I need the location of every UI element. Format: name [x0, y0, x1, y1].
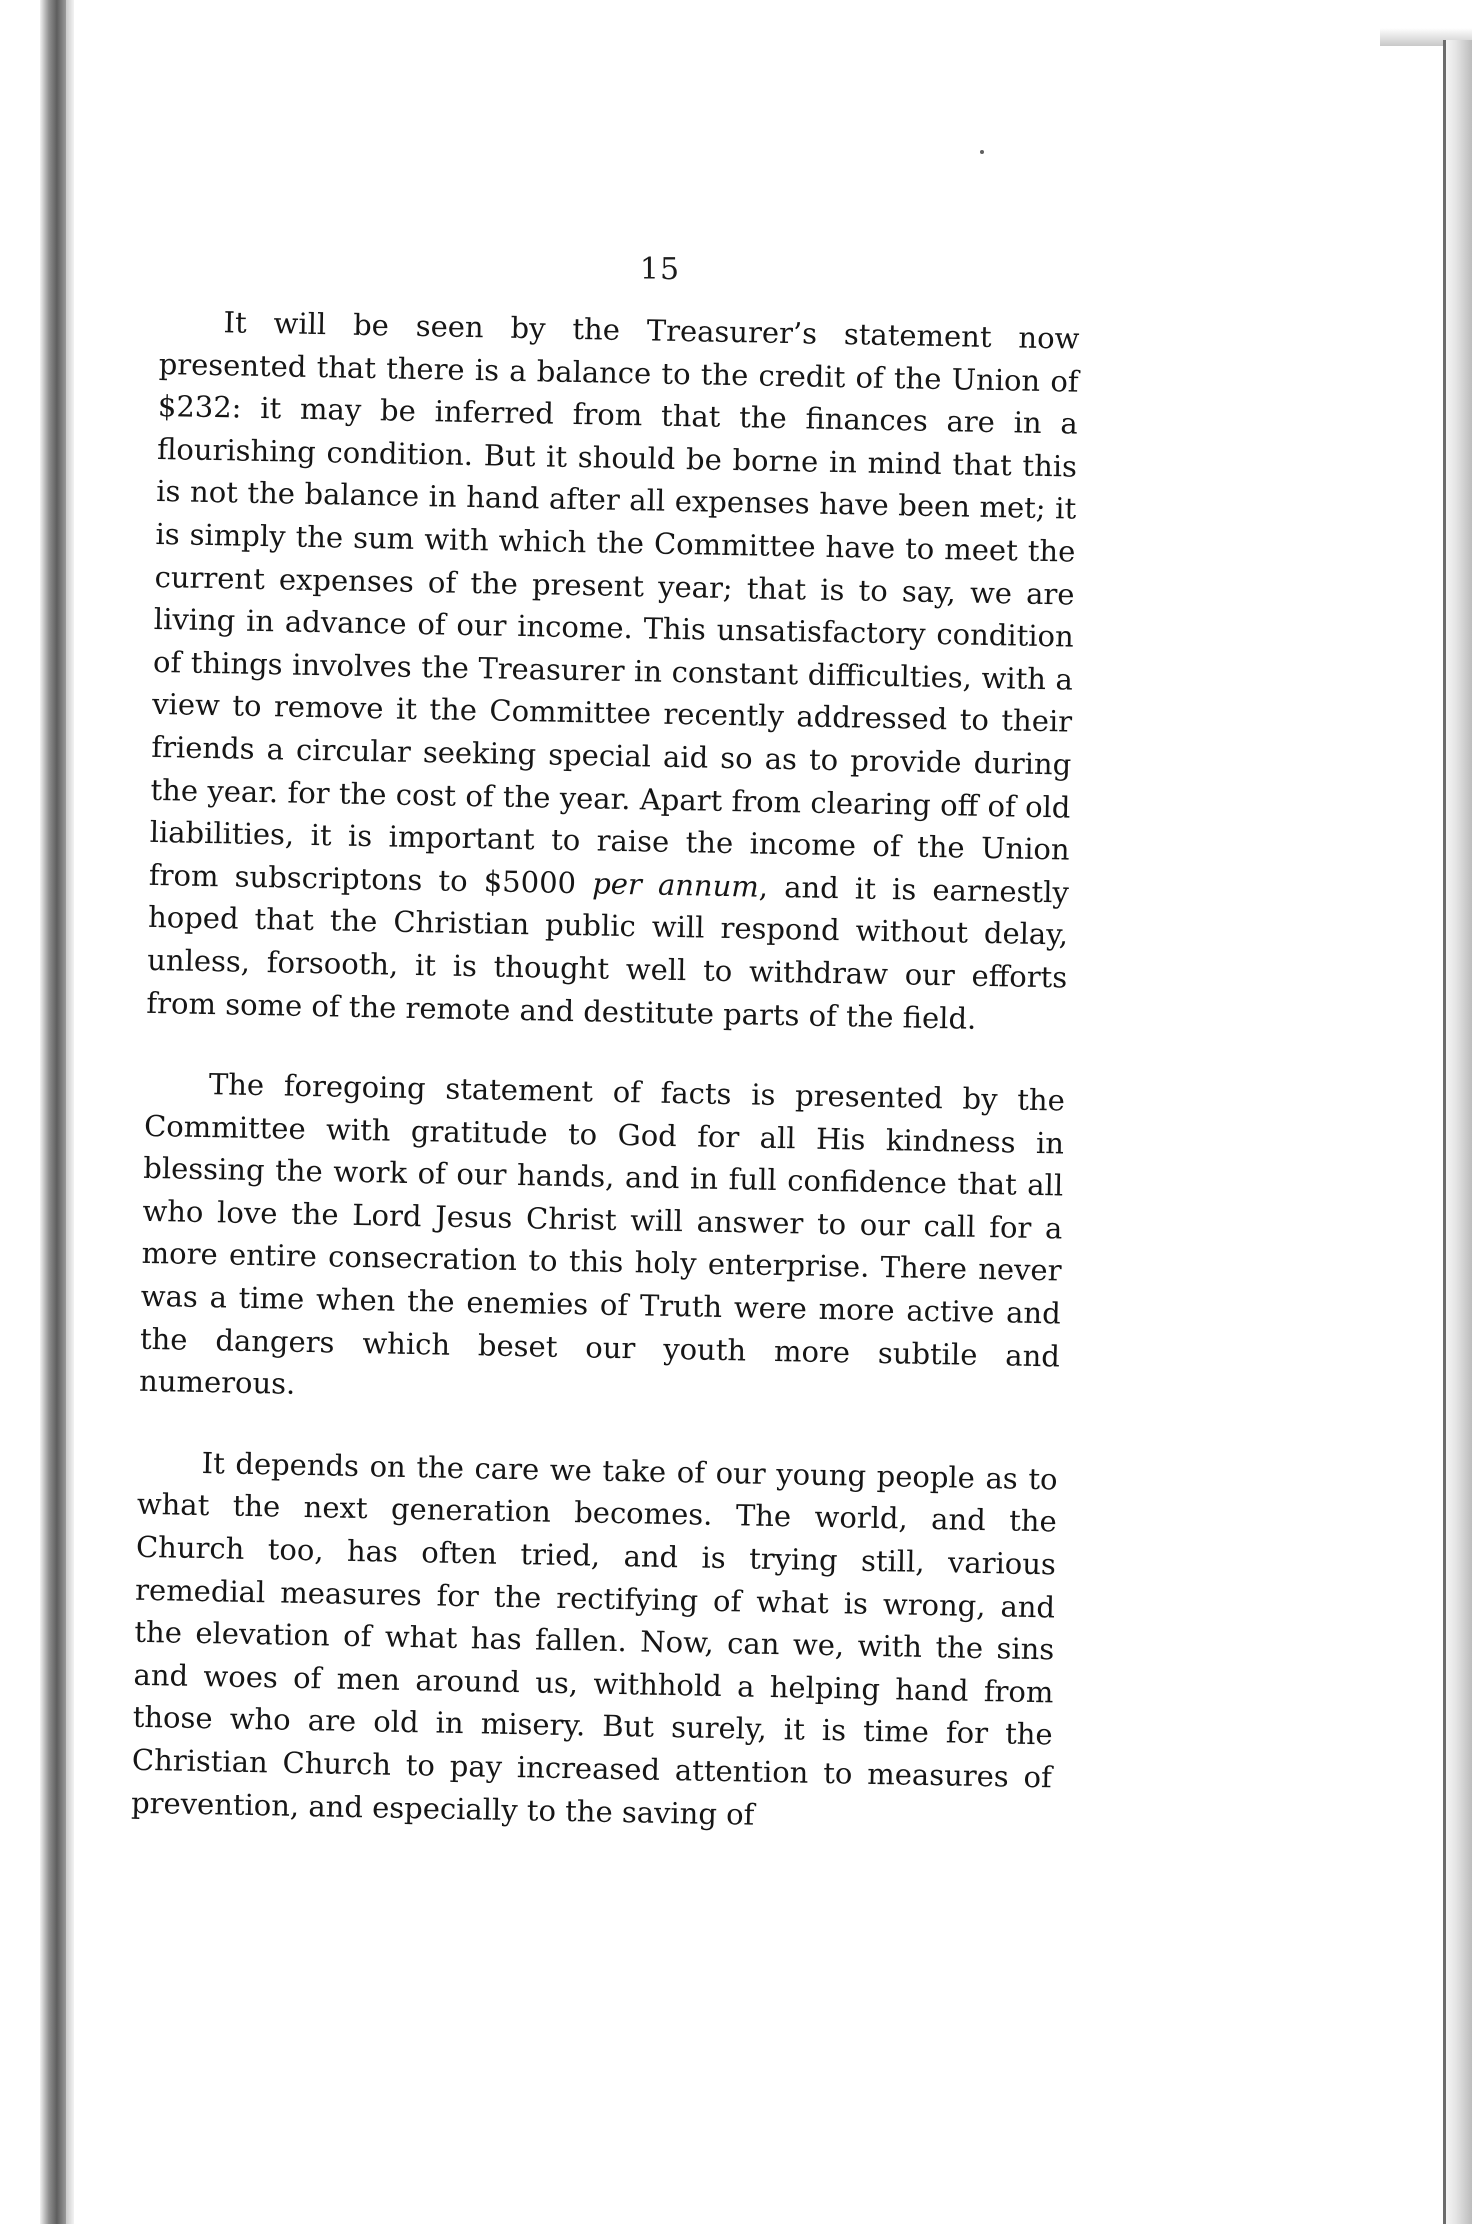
page-body-text — [131, 300, 1080, 1842]
page-edge-line — [1443, 40, 1446, 2224]
paragraph-finances-text-end: , and it is earnestly hoped that the Christian public will respond without delay, unless, forsooth, it is thought well to withdraw our efforts from some of the remote and destitute parts of the field. — [146, 869, 1070, 1036]
paragraph-finances-italic: per annum — [591, 866, 760, 904]
page-right-edge — [1443, 40, 1472, 2224]
paragraph-finances-text: It will be seen by the Treasurer’s statement now presented that there is a balance to the credit of the Union of $232: it may be inferred from that the finances are in a flourishing condition. But it should be borne in mind that this is not the balance in hand after all expenses have been met; it is simply the sum with which the Committee have to meet the current expenses of the present year; that is to say, we are living in advance of our income. This unsatisfactory condition of things involves the Treasurer in constant difficulties, with a view to remove it the Committee recently addressed to their friends a circular seeking special aid so as to provide during the year. for the cost of the year. Apart from clearing off of old liabilities, it is important to raise the income of the Union from subscriptons to $5000 — [148, 305, 1080, 901]
paragraph-gratitude: The foregoing statement of facts is presented by the Committee with gratitude to God for all His kindness in blessing the work of our hands, and in full confidence that all who love the Lord Jesus Christ will answer to our call for a more entire consecration to this holy enterprise. There never was a time when the enemies of Truth were more active and the dangers which beset our youth more subtile and numerous. — [138, 1067, 1066, 1402]
dust-speck — [980, 150, 984, 154]
paragraph-finances — [146, 300, 1080, 1042]
book-spine-shadow — [40, 0, 66, 2224]
paragraph-young-people: It depends on the care we take of our young people as to what the next generation becomes. The world, and the Church too, has often tried, and is trying still, various remedial measures for the rectifying of what is wrong, and the elevation of what has fallen. Now, can we, with the sins and woes of men around us, withhold a helping hand from those who are old in misery. But surely, it is time for the Christian Church to pay increased attention to measures of prevention, and especially to the saving of — [130, 1445, 1058, 1832]
page-gutter — [66, 0, 74, 2224]
page-number: 15 — [639, 252, 681, 287]
